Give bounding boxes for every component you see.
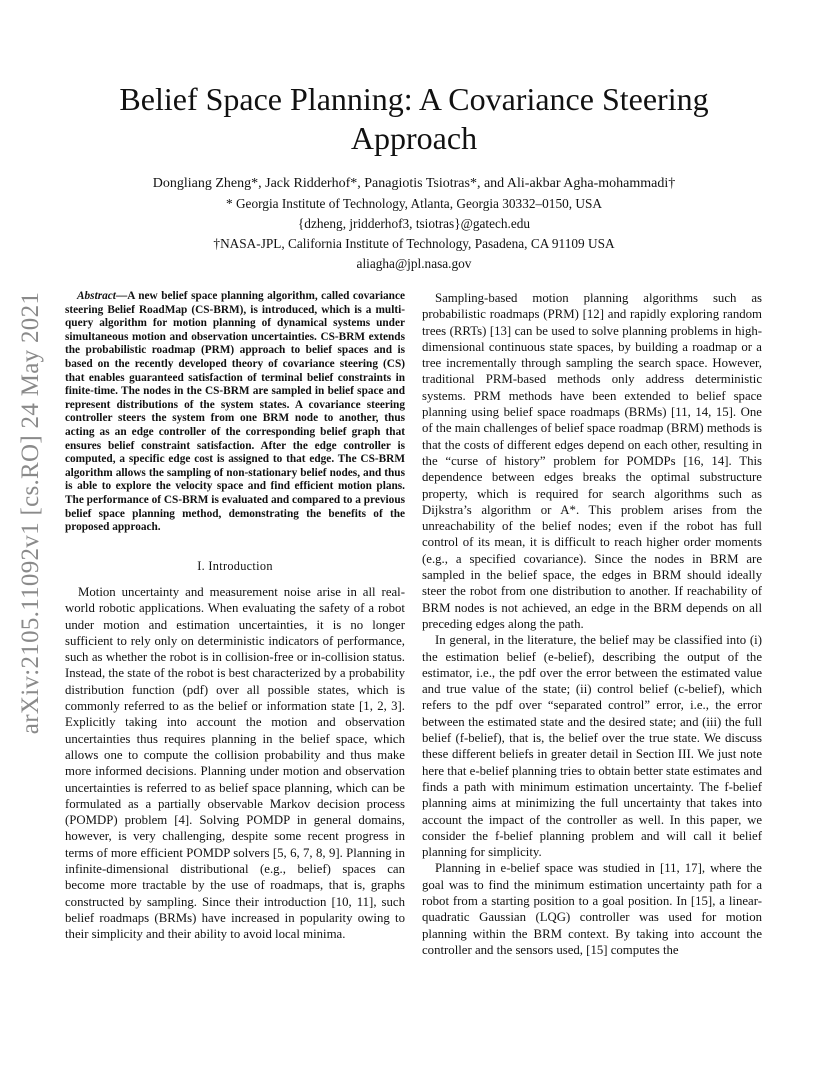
arxiv-side-stamp bbox=[8, 265, 54, 760]
intro-paragraph-4: Planning in e-belief space was studied in [11, 17], where the goal was to find the minimum estimation uncertainty path for a robot from a starting position to a goal position. In [15], a linear-quadratic Gaussian (LQG) controller was used for motion planning within the BRM context. By taking into account the controller and the sensors used, [15] computes the bbox=[422, 861, 762, 957]
left-column bbox=[65, 290, 405, 943]
intro-paragraph-3: In general, in the literature, the belief may be classified into (i) the estimation belief (e-belief), describing the output of the estimator, i.e., the pdf over the error between the estimated value and true value of the state; (ii) control belief (c-belief), which refers to the pdf over “separated control” error, i.e., the error between the estimated state and the desired state; and (iii) the full belief (f-belief), that is, the belief over the true state. We discuss these different beliefs in greater detail in Section III. We just note here that e-belief planning tries to obtain better state estimates and finds a path with minimum estimation uncertainty. The f-belief planning aims at minimizing the full uncertainty that takes into account the impact of the controller as well. In this paper, we consider the f-belief planning problem and will call it belief planning for simplicity. bbox=[422, 633, 762, 860]
abstract bbox=[65, 290, 405, 535]
author-list: Dongliang Zheng*, Jack Ridderhof*, Panagiotis Tsiotras*, and Ali-akbar Agha-mohammadi† bbox=[152, 176, 676, 191]
intro-paragraph-2: Sampling-based motion planning algorithms such as probabilistic roadmaps (PRM) [12] and rapidly exploring random trees (RRTs) [13] can be used to solve planning problems in high-dimensional continuous state spaces, by building a roadmap or a tree incrementally through sampling the search space. However, traditional PRM-based methods only address deterministic systems. PRM methods have been extended to belief space planning using belief space roadmaps (BRMs) [11, 14, 15]. One of the main challenges of belief space roadmap (BRM) methods is that the costs of different edges depend on each other, resulting in the “curse of history” problem for POMDPs [16, 14]. This dependence between edges breaks the optimal substructure property, which is required for search algorithms such as Dijkstra’s algorithm or A*. This problem arises from the unreachability of the belief nodes; even if the robot has full control of its mean, it is difficult to reach higher order moments (e.g., a specified covariance). Since the nodes in BRM are sampled in the belief space, the edges in BRM should ideally steer the robot from one distribution to another. If reachability of BRM nodes is not achieved, an edge in the BRM depends on all preceding edges along the path. bbox=[422, 291, 762, 631]
email-nasa-jpl: aliagha@jpl.nasa.gov bbox=[356, 256, 472, 271]
affiliation-nasa-jpl: †NASA-JPL, California Institute of Technology, Pasadena, CA 91109 USA bbox=[213, 236, 615, 251]
arxiv-identifier: arXiv:2105.11092v1 [cs.RO] 24 May 2021 bbox=[17, 291, 44, 734]
right-column bbox=[422, 290, 762, 958]
email-georgia-tech: {dzheng, jridderhof3, tsiotras}@gatech.edu bbox=[297, 216, 531, 231]
section-heading-introduction: I. Introduction bbox=[197, 558, 273, 573]
abstract-text: —A new belief space planning algorithm, called covariance steering Belief RoadMap (CS-BRM), is introduced, which is a multi-query algorithm for motion planning of dynamical systems under simultaneous motion and observation uncertainties. CS-BRM extends the probabilistic roadmap (PRM) approach to belief spaces and is based on the recently developed theory of covariance steering (CS) that enables guaranteed satisfaction of terminal belief constraints in finite-time. The nodes in the CS-BRM are sampled in belief space and represent distributions of the system states. A covariance steering controller steers the system from one BRM node to another, thus acting as an edge controller of the corresponding belief graph that ensures belief constraint satisfaction. After the edge controller is computed, a specific edge cost is assigned to that edge. The CS-BRM algorithm allows the sampling of non-stationary belief nodes, and thus is able to explore the velocity space and find efficient motion plans. The performance of CS-BRM is evaluated and compared to a previous belief space planning method, demonstrating the benefits of the proposed approach. bbox=[65, 290, 405, 534]
paper-title: Belief Space Planning: A Covariance Steering Approach bbox=[119, 81, 709, 156]
affiliation-georgia-tech: * Georgia Institute of Technology, Atlanta, Georgia 30332–0150, USA bbox=[225, 196, 602, 211]
intro-paragraph-1: Motion uncertainty and measurement noise arise in all real-world robotic applications. When evaluating the safety of a robot under motion and estimation uncertainties, it is no longer sufficient to rely only on deterministic indicators of performance, such as whether the robot is in collision-free or in-collision status. Instead, the state of the robot is best characterized by a probability distribution function (pdf) over all possible states, which is commonly referred to as the belief or information state [1, 2, 3]. Explicitly taking into account the motion and observation uncertainties thus requires planning in the belief space, which allows one to compute the collision probability and thus make more informed decisions. Planning under motion and observation uncertainties is referred to as belief space planning, which can be formulated as a partially observable Markov decision process (POMDP) problem [4]. Solving POMDP in general domains, however, is very challenging, despite some recent progress in terms of more efficient POMDP solvers [5, 6, 7, 8, 9]. Planning in infinite-dimensional distributional (e.g., belief) spaces can become more tractable by the use of roadmaps, that is, graphs constructed by sampling. Since their introduction [10, 11], such belief roadmaps (BRMs) have increased in popularity owing to their simplicity and their ability to avoid local minima. bbox=[65, 584, 405, 942]
abstract-label: Abstract bbox=[77, 290, 116, 302]
author-block bbox=[80, 174, 748, 274]
